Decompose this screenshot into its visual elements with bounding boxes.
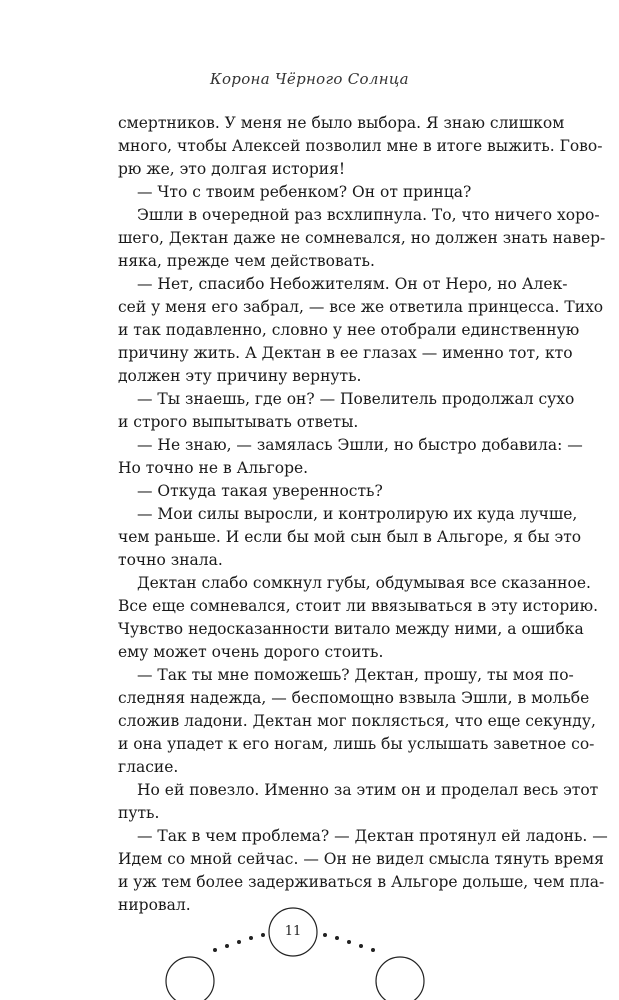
body-text [118,112,608,917]
text-line: — Что с твоим ребенком? Он от принца? [137,183,472,201]
text-line: Но ей повезло. Именно за этим он и проделал весь этот [137,781,599,799]
text-line: нировал. [118,896,191,914]
text-line: — Нет, спасибо Небожителям. Он от Неро, но Алек- [137,275,568,293]
text-line: и она упадет к его ногам, лишь бы услышать заветное со- [118,735,595,753]
text-line: чем раньше. И если бы мой сын был в Альгоре, я бы это [118,528,582,546]
text-line: рю же, это долгая история! [118,160,346,178]
text-line: — Мои силы выросли, и контролирую их куда лучше, [137,505,578,523]
footer-ornament [0,905,619,1000]
text-line: няка, прежде чем действовать. [118,252,375,270]
left-ornament-circle [166,957,214,1000]
text-line: шего, Дектан даже не сомневался, но должен знать навер- [118,229,606,247]
text-line: Эшли в очередной раз всхлипнула. То, что ничего хоро- [137,206,600,224]
text-line: — Так в чем проблема? — Дектан протянул ей ладонь. — [137,827,608,845]
text-line: Все еще сомневался, стоит ли ввязываться в эту историю. [118,597,599,615]
text-line: смертников. У меня не было выбора. Я знаю слишком [118,114,565,132]
text-line: Идем со мной сейчас. — Он не видел смысла тянуть время [118,850,604,868]
text-line: гласие. [118,758,179,776]
page-number: 11 [284,924,302,939]
text-line: и строго выпытывать ответы. [118,413,359,431]
text-line: причину жить. А Дектан в ее глазах — именно тот, кто [118,344,573,362]
text-line: — Откуда такая уверенность? [137,482,383,500]
text-line: Дектан слабо сомкнул губы, обдумывая все сказанное. [137,574,591,592]
text-line: путь. [118,804,160,822]
text-line: следняя надежда, — беспомощно взвыла Эшли, в мольбе [118,689,590,707]
text-line: сей у меня его забрал, — все же ответила принцесса. Тихо [118,298,604,316]
running-title: Корона Чёрного Солнца [210,70,409,88]
text-line: много, чтобы Алексей позволил мне в итоге выжить. Гово- [118,137,603,155]
text-line: сложив ладони. Дектан мог поклясться, что еще секунду, [118,712,596,730]
text-line: ему может очень дорого стоить. [118,643,384,661]
text-line: — Ты знаешь, где он? — Повелитель продолжал сухо [137,390,575,408]
text-line: должен эту причину вернуть. [118,367,362,385]
right-ornament-circle [376,957,424,1000]
text-line: и уж тем более задерживаться в Альгоре дольше, чем пла- [118,873,605,891]
text-line: — Не знаю, — замялась Эшли, но быстро добавила: — [137,436,583,454]
text-line: Но точно не в Альгоре. [118,459,309,477]
text-line: точно знала. [118,551,223,569]
text-line: Чувство недосказанности витало между ними, а ошибка [118,620,584,638]
text-line: и так подавленно, словно у нее отобрали единственную [118,321,580,339]
left-dot-trail [213,933,265,952]
text-line: — Так ты мне поможешь? Дектан, прошу, ты моя по- [137,666,574,684]
right-dot-trail [323,933,375,952]
